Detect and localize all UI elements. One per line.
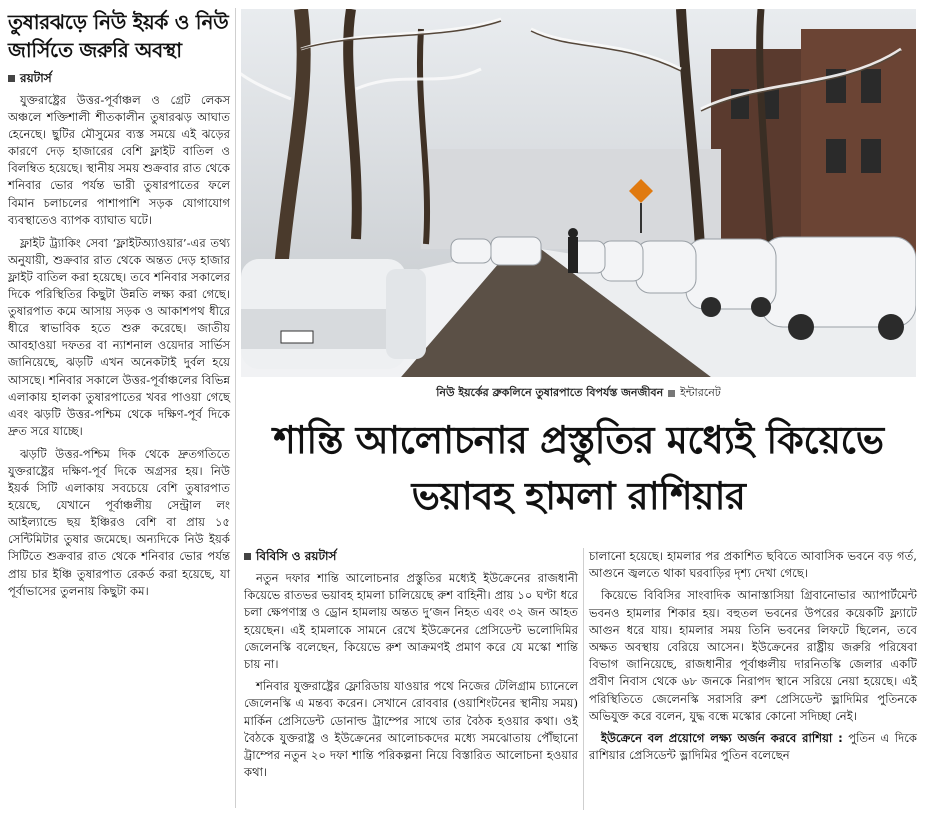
main-article-paragraph: চালানো হয়েছে। হামলার পর প্রকাশিত ছবিতে আবাসিক ভবনে বড় গর্ত, আগুনে জ্বলতে থাকা ঘরবাড়ির দৃশ্য দেখা গেছে। <box>589 549 917 581</box>
bullet-icon <box>8 75 15 82</box>
main-article-subhead-paragraph <box>589 730 917 764</box>
square-icon <box>668 390 675 397</box>
main-article-byline <box>244 548 578 568</box>
main-article-subhead-text: পুতিন এ দিকে রাশিয়ার প্রেসিডেন্ট ভ্লাদিমির পুতিন বলেছেন <box>589 731 917 763</box>
main-article-subhead: ইউক্রেনে বল প্রয়োগে লক্ষ্য অর্জন করবে রাশিয়া : <box>601 731 843 746</box>
main-article-paragraph: নতুন দফার শান্তি আলোচনার প্রস্তুতির মধ্যেই ইউক্রেনের রাজধানী কিয়েভে রাতভর ভয়াবহ হামলা চালিয়েছে রুশ বাহিনী। প্রায় ১০ ঘণ্টা ধরে চলা ক্ষেপণাস্ত্র ও ড্রোন হামলায় অন্তত দু’জন নিহত এবং ৩২ জন আহত হয়েছেন। এই হামলাকে সামনে রেখে ইউক্রেনের প্রেসিডেন্ট ভলোদিমির জেলেনস্কি বলেছেন, কিয়েভে রুশ আক্রমণই প্রমাণ করে যে মস্কো শান্তি চায় না। <box>244 571 578 672</box>
left-article <box>8 8 230 606</box>
main-article-column-2 <box>589 548 917 769</box>
main-article-paragraph: কিয়েভে বিবিসির সাংবাদিক আনাস্তাসিয়া গ্রিবানোভার অ্যাপার্টমেন্ট ভবনও হামলার শিকার হয়। বহুতল ভবনের উপরের কয়েকটি ফ্ল্যাটে আগুন ধরে যায়। হামলার সময় তিনি ভবনের লিফটে ছিলেন, তবে অক্ষত অবস্থায় বেরিয়ে আসেন। ইউক্রেনের রাষ্ট্রীয় জরুরি পরিষেবা বিভাগ জানিয়েছে, রাজধানীর পূর্বাঞ্চলীয় দারনিতস্কি জেলার একটি প্রবীণ নিবাস থেকে ৬৮ জনকে নিরাপদ স্থানে সরিয়ে নেয়া হয়েছে। এই পরিস্থিতিতে জেলেনস্কি সরাসরি রুশ প্রেসিডেন্ট ভ্লাদিমির পুতিনকে অভিযুক্ত করে বলেন, যুদ্ধ বন্ধে মস্কোর কোনো সদিচ্ছা নেই। <box>589 588 917 723</box>
left-article-paragraph: যুক্তরাষ্ট্রের উত্তর-পূর্বাঞ্চল ও গ্রেট লেকস অঞ্চলে শক্তিশালী শীতকালীন তুষারঝড় আঘাত হেনেছে। ছুটির মৌসুমের ব্যস্ত সময়ে এই ঝড়ের কারণে দেড় হাজারের বেশি ফ্লাইট বাতিল ও বিলম্বিত হয়েছে। স্থানীয় সময় শুক্রবার রাত থেকে শনিবার ভোর পর্যন্ত ভারী তুষারপাতের ফলে বিমান চলাচলের পাশাপাশি সড়ক যোগাযোগ ব্যবস্থাতেও ব্যাপক ব্যাঘাত ঘটে। <box>8 93 230 227</box>
column-divider <box>235 8 236 808</box>
photo-credit: ইন্টারনেট <box>680 386 721 399</box>
bullet-icon <box>244 553 251 560</box>
main-article-column-1 <box>244 548 578 786</box>
column-divider <box>583 548 584 810</box>
snowy-street-photo <box>241 9 916 377</box>
main-article-byline-text: বিবিসি ও রয়টার্স <box>256 549 337 563</box>
main-article-paragraph: শনিবার যুক্তরাষ্ট্রের ফ্লোরিডায় যাওয়ার পথে নিজের টেলিগ্রাম চ্যানেলে জেলেনস্কি এ মন্তব্য করেন। সেখানে রোববার (ওয়াশিংটনের স্থানীয় সময়) মার্কিন প্রেসিডেন্ট ডোনাল্ড ট্রাম্পের সাথে তার বৈঠক হওয়ার কথা। ওই বৈঠকে যুক্তরাষ্ট্র ও ইউক্রেনের আলোচকদের মধ্যে সমঝোতায় পৌঁছানো ট্রাম্পের নতুন ২০ দফা শান্তি পরিকল্পনা নিয়ে বিস্তারিত আলোচনা হওয়ার কথা। <box>244 679 578 780</box>
left-article-byline-text: রয়টার্স <box>20 71 52 85</box>
left-article-headline: তুষারঝড়ে নিউ ইয়র্ক ও নিউ জার্সিতে জরুরি অবস্থা <box>8 10 229 62</box>
photo-caption <box>241 384 916 403</box>
left-article-byline <box>8 70 230 90</box>
photo-caption-text: নিউ ইয়র্কের ব্রুকলিনে তুষারপাতে বিপর্যস্ত জনজীবন <box>436 386 664 399</box>
left-article-paragraph: ঝড়টি উত্তর-পশ্চিম দিক থেকে দ্রুতগতিতে যুক্তরাষ্ট্রের দক্ষিণ-পূর্ব দিকে অগ্রসর হয়। নিউ ইয়র্ক সিটি এলাকায় সবচেয়ে বেশি তুষারপাত হয়েছে, যেখানে পূর্বাঞ্চলীয় সেন্ট্রাল লং আইল্যান্ডে ছয় ইঞ্চিরও বেশি বা প্রায় ১৫ সেন্টিমিটার তুষার জমেছে। অন্যদিকে নিউ ইয়র্ক সিটিতে শুক্রবার রাত থেকে শনিবার ভোর পর্যন্ত প্রায় চার ইঞ্চি তুষারপাত রেকর্ড করা হয়েছে, যা পূর্বাভাসের তুলনায় কিছুটা কম। <box>8 446 230 598</box>
left-article-paragraph: ফ্লাইট ট্র্যাকিং সেবা ‘ফ্লাইটঅ্যাওয়ার’-এর তথ্য অনুযায়ী, শুক্রবার রাত থেকে অন্তত দেড় হাজার ফ্লাইট বাতিল করা হয়েছে। তবে শনিবার সকালের দিকে পরিস্থিতির কিছুটা উন্নতি লক্ষ্য করা গেছে। তুষারপাত কমে আসায় সড়ক ও আকাশপথ ধীরে ধীরে স্বাভাবিক হতে শুরু করেছে। জাতীয় আবহাওয়া দফতর বা ন্যাশনাল ওয়েদার সার্ভিস জানিয়েছে, ঝড়টি এখন অনেকটাই দুর্বল হয়ে আসছে। শনিবার সকালে উত্তর-পূর্বাঞ্চলের বিভিন্ন এলাকায় হালকা তুষারপাতের খবর পাওয়া গেছে এবং ঝড়টি উত্তর-পশ্চিম থেকে দক্ষিণ-পূর্ব দিকে দ্রুত সরে যাচ্ছে। <box>8 235 230 438</box>
main-article-headline: শান্তি আলোচনার প্রস্তুতির মধ্যেই কিয়েভে ভয়াবহ হামলা রাশিয়ার <box>273 418 884 518</box>
